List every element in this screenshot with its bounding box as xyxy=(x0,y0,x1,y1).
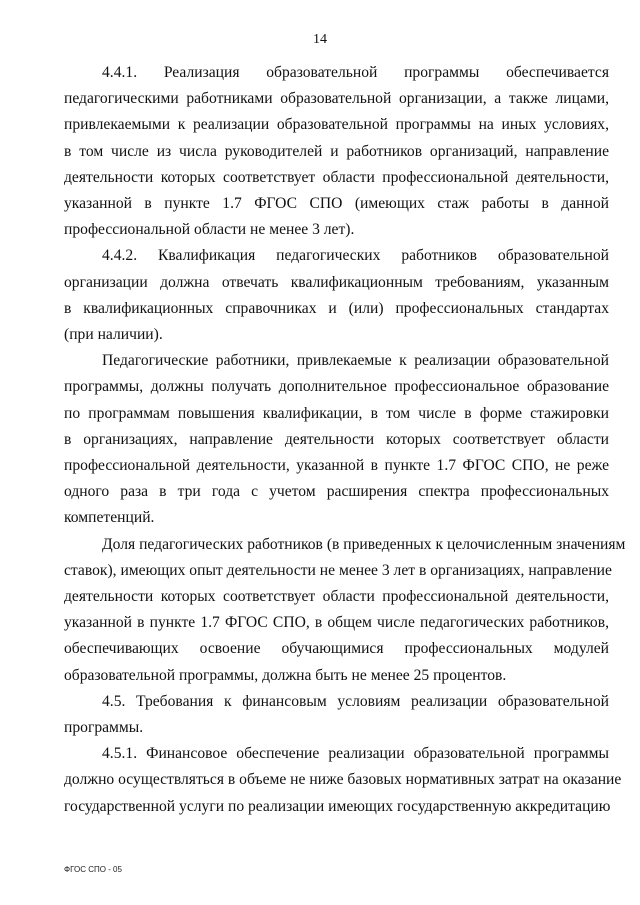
text-line: в организациях, направление деятельности которых соответствует области xyxy=(64,430,609,448)
text-line: деятельности которых соответствует области профессиональной деятельности, xyxy=(64,588,609,606)
text-line: 4.5.1. Финансовое обеспечение реализации образовательной программы xyxy=(102,745,609,763)
text-line: обеспечивающих освоение обучающимися профессиональных модулей xyxy=(64,640,609,658)
text-line: программы, должны получать дополнительное профессиональное образование xyxy=(64,378,609,396)
paragraph-teacher-training xyxy=(64,348,609,531)
text-line: указанной в пункте 1.7 ФГОС СПО, в общем числе педагогических работников, xyxy=(64,614,609,632)
text-line: 4.5. Требования к финансовым условиям реализации образовательной xyxy=(102,692,609,710)
text-line: 4.4.1. Реализация образовательной программы обеспечивается xyxy=(102,64,609,81)
text-line: 4.4.2. Квалификация педагогических работников образовательной xyxy=(102,247,609,265)
paragraph-4-5-1 xyxy=(64,741,622,820)
text-line: Педагогические работники, привлекаемые к реализации образовательной xyxy=(102,352,609,370)
text-line: по программам повышения квалификации, в том числе в форме стажировки xyxy=(64,404,609,422)
text-line: в квалификационных справочниках и (или) профессиональных стандартах xyxy=(64,299,609,317)
document-body xyxy=(64,60,626,820)
text-line: педагогическими работниками образовательной организации, а также лицами, xyxy=(64,90,609,108)
text-line: привлекаемыми к реализации образовательной программы на иных условиях, xyxy=(64,116,609,134)
text-line: должно осуществляться в объеме не ниже базовых нормативных затрат на оказание xyxy=(64,771,622,789)
text-line: государственной услуги по реализации имеющих государственную аккредитацию xyxy=(64,797,611,815)
text-line: компетенций. xyxy=(64,509,155,527)
text-line: организации должна отвечать квалификационным требованиям, указанным xyxy=(64,273,609,291)
text-line: программы. xyxy=(64,719,144,737)
text-line: одного раза в три года с учетом расширения спектра профессиональных xyxy=(64,483,609,501)
text-line: Доля педагогических работников (в приведенных к целочисленным значениям xyxy=(102,535,626,553)
text-line: (при наличии). xyxy=(64,326,163,344)
paragraph-4-5 xyxy=(64,689,609,741)
text-line: ставок), имеющих опыт деятельности не менее 3 лет в организациях, направление xyxy=(64,561,612,579)
text-line: в том числе из числа руководителей и работников организаций, направление xyxy=(64,142,609,160)
paragraph-4-4-1 xyxy=(64,60,609,243)
paragraph-teacher-share xyxy=(64,532,626,689)
text-line: образовательной программы, должна быть не менее 25 процентов. xyxy=(64,666,507,684)
footer-document-code: ФГОС СПО - 05 xyxy=(64,865,122,874)
text-line: профессиональной деятельности, указанной в пункте 1.7 ФГОС СПО, не реже xyxy=(64,457,609,475)
text-line: указанной в пункте 1.7 ФГОС СПО (имеющих стаж работы в данной xyxy=(64,195,609,213)
paragraph-4-4-2 xyxy=(64,243,609,348)
page-number: 14 xyxy=(313,32,327,47)
text-line: деятельности которых соответствует области профессиональной деятельности, xyxy=(64,168,609,186)
text-line: профессиональной области не менее 3 лет). xyxy=(64,221,355,239)
